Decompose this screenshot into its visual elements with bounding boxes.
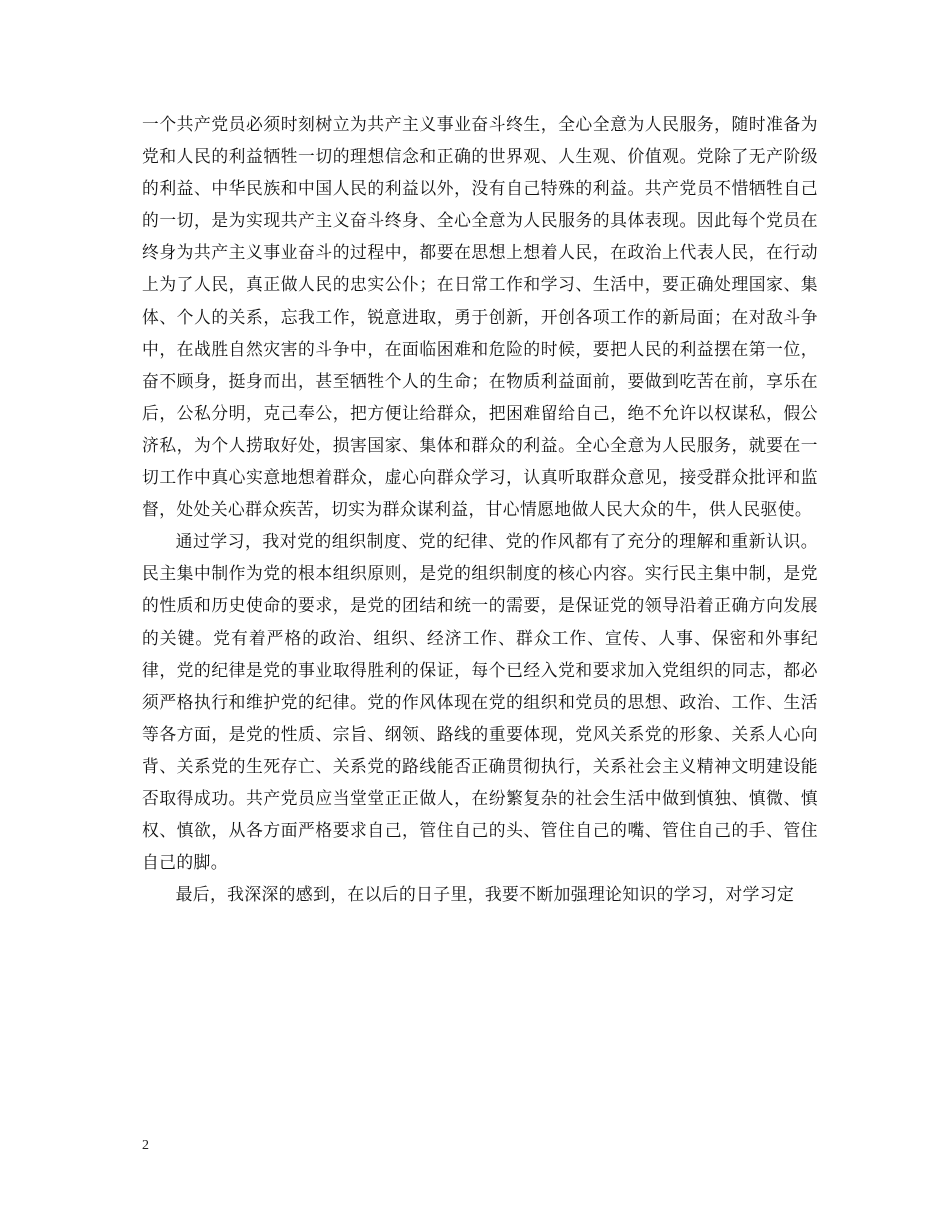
paragraph-3: 最后，我深深的感到，在以后的日子里，我要不断加强理论知识的学习，对学习定 (175, 884, 795, 905)
paragraph-2: 通过学习，我对党的组织制度、党的纪律、党的作风都有了充分的理解和重新认识。民主集中制作为党的根本组织原则，是党的组织制度的核心内容。实行民主集中制，是党的性质和历史使命的要求，是党的团结和统一的需要，是保证党的领导沿着正确方向发展的关键。党有着严格的政治、组织、经济工作、群众工作、宣传、人事、保密和外事纪律，党的纪律是党的事业取得胜利的保证，每个已经入党和要求加入党组织的同志，都必须严格执行和维护党的纪律。党的作风体现在党的组织和党员的思想、政治、工作、生活等各方面，是党的性质、宗旨、纲领、路线的重要体现，党风关系党的形象、关系人心向背、关系党的生死存亡、关系党的路线能否正确贯彻执行，关系社会主义精神文明建设能否取得成功。共产党员应当堂堂正正做人，在纷繁复杂的社会生活中做到慎独、慎微、慎权、慎欲，从各方面严格要求自己，管住自己的头、管住自己的嘴、管住自己的手、管住自己的脚。 (142, 531, 818, 873)
page-number: 2 (142, 1138, 149, 1153)
paragraph-1: 一个共产党员必须时刻树立为共产主义事业奋斗终生，全心全意为人民服务，随时准备为党和人民的利益牺牲一切的理想信念和正确的世界观、人生观、价值观。党除了无产阶级的利益、中华民族和中国人民的利益以外，没有自己特殊的利益。共产党员不惜牺牲自己的一切，是为实现共产主义奋斗终身、全心全意为人民服务的具体表现。因此每个党员在终身为共产主义事业奋斗的过程中，都要在思想上想着人民，在政治上代表人民，在行动上为了人民，真正做人民的忠实公仆；在日常工作和学习、生活中，要正确处理国家、集体、个人的关系，忘我工作，锐意进取，勇于创新，开创各项工作的新局面；在对敌斗争中，在战胜自然灾害的斗争中，在面临困难和危险的时候，要把人民的利益摆在第一位，奋不顾身，挺身而出，甚至牺牲个人的生命；在物质利益面前，要做到吃苦在前，享乐在后，公私分明，克己奉公，把方便让给群众，把困难留给自己，绝不允许以权谋私，假公济私，为个人捞取好处，损害国家、集体和群众的利益。全心全意为人民服务，就要在一切工作中真心实意地想着群众，虚心向群众学习，认真听取群众意见，接受群众批评和监督，处处关心群众疾苦，切实为群众谋利益，甘心情愿地做人民大众的牛，供人民驱使。 (142, 114, 818, 520)
document-body (142, 108, 818, 910)
